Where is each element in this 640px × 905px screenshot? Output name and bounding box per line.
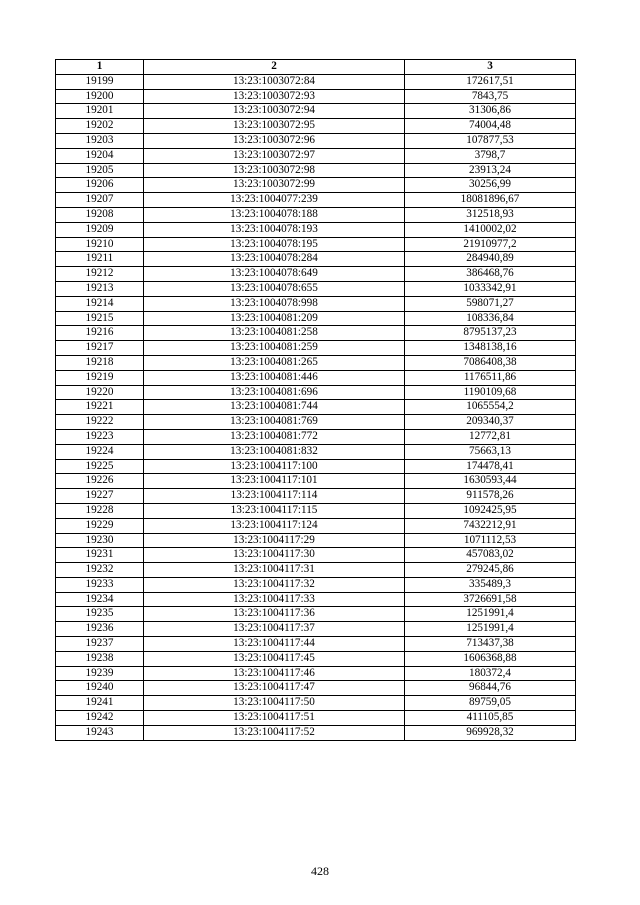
row-number-cell: 19210 [56, 237, 144, 252]
row-number-cell: 19204 [56, 148, 144, 163]
cadastral-number-cell: 13:23:1004117:30 [144, 548, 405, 563]
cadastral-number-cell: 13:23:1003072:96 [144, 133, 405, 148]
table-row [56, 237, 576, 252]
cadastral-number-cell: 13:23:1004078:284 [144, 252, 405, 267]
row-number-cell: 19211 [56, 252, 144, 267]
row-number-cell: 19199 [56, 74, 144, 89]
table-row [56, 355, 576, 370]
value-cell: 1251991,4 [405, 622, 576, 637]
row-number-cell: 19216 [56, 326, 144, 341]
cadastral-number-cell: 13:23:1004117:47 [144, 681, 405, 696]
row-number-cell: 19238 [56, 651, 144, 666]
cadastral-number-cell: 13:23:1004078:195 [144, 237, 405, 252]
row-number-cell: 19217 [56, 341, 144, 356]
cadastral-number-cell: 13:23:1004078:998 [144, 296, 405, 311]
row-number-cell: 19208 [56, 207, 144, 222]
column-header-3: 3 [405, 60, 576, 75]
row-number-cell: 19229 [56, 518, 144, 533]
value-cell: 1630593,44 [405, 474, 576, 489]
table-row [56, 341, 576, 356]
value-cell: 3798,7 [405, 148, 576, 163]
table-row [56, 607, 576, 622]
table-row [56, 133, 576, 148]
row-number-cell: 19213 [56, 281, 144, 296]
table-row [56, 489, 576, 504]
cadastral-number-cell: 13:23:1004081:209 [144, 311, 405, 326]
value-cell: 108336,84 [405, 311, 576, 326]
value-cell: 7432212,91 [405, 518, 576, 533]
row-number-cell: 19243 [56, 725, 144, 740]
table-row [56, 193, 576, 208]
cadastral-number-cell: 13:23:1004117:124 [144, 518, 405, 533]
cadastral-number-cell: 13:23:1004081:744 [144, 400, 405, 415]
cadastral-number-cell: 13:23:1004117:31 [144, 563, 405, 578]
row-number-cell: 19209 [56, 222, 144, 237]
row-number-cell: 19241 [56, 696, 144, 711]
table-row [56, 281, 576, 296]
row-number-cell: 19202 [56, 119, 144, 134]
value-cell: 911578,26 [405, 489, 576, 504]
value-cell: 1176511,86 [405, 370, 576, 385]
cadastral-number-cell: 13:23:1004117:36 [144, 607, 405, 622]
value-cell: 1348138,16 [405, 341, 576, 356]
table-row [56, 415, 576, 430]
table-row [56, 178, 576, 193]
cadastral-number-cell: 13:23:1004117:45 [144, 651, 405, 666]
value-cell: 598071,27 [405, 296, 576, 311]
table-row [56, 533, 576, 548]
cadastral-number-cell: 13:23:1004117:100 [144, 459, 405, 474]
table-row [56, 563, 576, 578]
table-row [56, 311, 576, 326]
cadastral-number-cell: 13:23:1004078:649 [144, 267, 405, 282]
value-cell: 1033342,91 [405, 281, 576, 296]
value-cell: 3726691,58 [405, 592, 576, 607]
column-header-1: 1 [56, 60, 144, 75]
cadastral-number-cell: 13:23:1004117:114 [144, 489, 405, 504]
row-number-cell: 19223 [56, 429, 144, 444]
row-number-cell: 19240 [56, 681, 144, 696]
row-number-cell: 19239 [56, 666, 144, 681]
cadastral-number-cell: 13:23:1004117:46 [144, 666, 405, 681]
value-cell: 7086408,38 [405, 355, 576, 370]
table-row [56, 252, 576, 267]
table-row [56, 474, 576, 489]
row-number-cell: 19227 [56, 489, 144, 504]
cadastral-number-cell: 13:23:1004117:51 [144, 711, 405, 726]
table-row [56, 370, 576, 385]
row-number-cell: 19214 [56, 296, 144, 311]
cadastral-value-table [55, 59, 576, 741]
cadastral-number-cell: 13:23:1004081:446 [144, 370, 405, 385]
value-cell: 386468,76 [405, 267, 576, 282]
row-number-cell: 19218 [56, 355, 144, 370]
row-number-cell: 19224 [56, 444, 144, 459]
cadastral-number-cell: 13:23:1004078:193 [144, 222, 405, 237]
table-row [56, 459, 576, 474]
table-row [56, 222, 576, 237]
table-row [56, 725, 576, 740]
value-cell: 31306,86 [405, 104, 576, 119]
cadastral-number-cell: 13:23:1003072:99 [144, 178, 405, 193]
table-row [56, 104, 576, 119]
value-cell: 1410002,02 [405, 222, 576, 237]
table-row [56, 148, 576, 163]
row-number-cell: 19206 [56, 178, 144, 193]
row-number-cell: 19219 [56, 370, 144, 385]
value-cell: 335489,3 [405, 577, 576, 592]
table-row [56, 267, 576, 282]
table-row [56, 503, 576, 518]
value-cell: 7843,75 [405, 89, 576, 104]
row-number-cell: 19201 [56, 104, 144, 119]
cadastral-number-cell: 13:23:1004081:772 [144, 429, 405, 444]
row-number-cell: 19222 [56, 415, 144, 430]
value-cell: 209340,37 [405, 415, 576, 430]
row-number-cell: 19220 [56, 385, 144, 400]
row-number-cell: 19234 [56, 592, 144, 607]
table-row [56, 429, 576, 444]
value-cell: 18081896,67 [405, 193, 576, 208]
cadastral-number-cell: 13:23:1004117:44 [144, 637, 405, 652]
row-number-cell: 19215 [56, 311, 144, 326]
table-row [56, 622, 576, 637]
row-number-cell: 19233 [56, 577, 144, 592]
row-number-cell: 19221 [56, 400, 144, 415]
value-cell: 457083,02 [405, 548, 576, 563]
row-number-cell: 19237 [56, 637, 144, 652]
column-header-2: 2 [144, 60, 405, 75]
cadastral-number-cell: 13:23:1003072:94 [144, 104, 405, 119]
table-row [56, 163, 576, 178]
row-number-cell: 19232 [56, 563, 144, 578]
cadastral-number-cell: 13:23:1004117:50 [144, 696, 405, 711]
table-header-row [56, 60, 576, 75]
row-number-cell: 19230 [56, 533, 144, 548]
value-cell: 1190109,68 [405, 385, 576, 400]
value-cell: 107877,53 [405, 133, 576, 148]
row-number-cell: 19242 [56, 711, 144, 726]
value-cell: 30256,99 [405, 178, 576, 193]
value-cell: 411105,85 [405, 711, 576, 726]
cadastral-number-cell: 13:23:1003072:98 [144, 163, 405, 178]
value-cell: 23913,24 [405, 163, 576, 178]
value-cell: 284940,89 [405, 252, 576, 267]
value-cell: 74004,48 [405, 119, 576, 134]
row-number-cell: 19200 [56, 89, 144, 104]
row-number-cell: 19235 [56, 607, 144, 622]
value-cell: 12772,81 [405, 429, 576, 444]
row-number-cell: 19231 [56, 548, 144, 563]
cadastral-number-cell: 13:23:1004081:696 [144, 385, 405, 400]
table-row [56, 637, 576, 652]
cadastral-number-cell: 13:23:1003072:97 [144, 148, 405, 163]
value-cell: 1092425,95 [405, 503, 576, 518]
cadastral-number-cell: 13:23:1004117:29 [144, 533, 405, 548]
value-cell: 1606368,88 [405, 651, 576, 666]
value-cell: 713437,38 [405, 637, 576, 652]
table-row [56, 89, 576, 104]
cadastral-number-cell: 13:23:1004117:33 [144, 592, 405, 607]
row-number-cell: 19236 [56, 622, 144, 637]
cadastral-number-cell: 13:23:1004081:832 [144, 444, 405, 459]
cadastral-number-cell: 13:23:1004081:258 [144, 326, 405, 341]
value-cell: 172617,51 [405, 74, 576, 89]
table-row [56, 326, 576, 341]
row-number-cell: 19207 [56, 193, 144, 208]
row-number-cell: 19205 [56, 163, 144, 178]
value-cell: 8795137,23 [405, 326, 576, 341]
cadastral-number-cell: 13:23:1004081:259 [144, 341, 405, 356]
row-number-cell: 19212 [56, 267, 144, 282]
table-row [56, 711, 576, 726]
table-row [56, 74, 576, 89]
value-cell: 75663,13 [405, 444, 576, 459]
table-row [56, 400, 576, 415]
cadastral-number-cell: 13:23:1004117:115 [144, 503, 405, 518]
cadastral-number-cell: 13:23:1004077:239 [144, 193, 405, 208]
cadastral-number-cell: 13:23:1004081:265 [144, 355, 405, 370]
table-row [56, 207, 576, 222]
value-cell: 1065554,2 [405, 400, 576, 415]
table-row [56, 296, 576, 311]
cadastral-number-cell: 13:23:1004117:37 [144, 622, 405, 637]
table-row [56, 577, 576, 592]
cadastral-number-cell: 13:23:1003072:84 [144, 74, 405, 89]
value-cell: 96844,76 [405, 681, 576, 696]
table-row [56, 666, 576, 681]
row-number-cell: 19226 [56, 474, 144, 489]
page-number: 428 [311, 864, 329, 878]
cadastral-number-cell: 13:23:1004078:188 [144, 207, 405, 222]
value-cell: 279245,86 [405, 563, 576, 578]
value-cell: 1251991,4 [405, 607, 576, 622]
table-row [56, 385, 576, 400]
value-cell: 969928,32 [405, 725, 576, 740]
table-row [56, 592, 576, 607]
table-row [56, 681, 576, 696]
table-row [56, 651, 576, 666]
cadastral-number-cell: 13:23:1003072:93 [144, 89, 405, 104]
value-cell: 312518,93 [405, 207, 576, 222]
row-number-cell: 19203 [56, 133, 144, 148]
value-cell: 1071112,53 [405, 533, 576, 548]
cadastral-number-cell: 13:23:1004081:769 [144, 415, 405, 430]
value-cell: 89759,05 [405, 696, 576, 711]
row-number-cell: 19225 [56, 459, 144, 474]
table-row [56, 696, 576, 711]
cadastral-number-cell: 13:23:1004117:52 [144, 725, 405, 740]
table-row [56, 444, 576, 459]
value-cell: 180372,4 [405, 666, 576, 681]
table-row [56, 548, 576, 563]
table-body [56, 74, 576, 740]
value-cell: 21910977,2 [405, 237, 576, 252]
cadastral-number-cell: 13:23:1003072:95 [144, 119, 405, 134]
value-cell: 174478,41 [405, 459, 576, 474]
table-row [56, 119, 576, 134]
cadastral-number-cell: 13:23:1004117:32 [144, 577, 405, 592]
row-number-cell: 19228 [56, 503, 144, 518]
cadastral-number-cell: 13:23:1004117:101 [144, 474, 405, 489]
table-row [56, 518, 576, 533]
cadastral-number-cell: 13:23:1004078:655 [144, 281, 405, 296]
